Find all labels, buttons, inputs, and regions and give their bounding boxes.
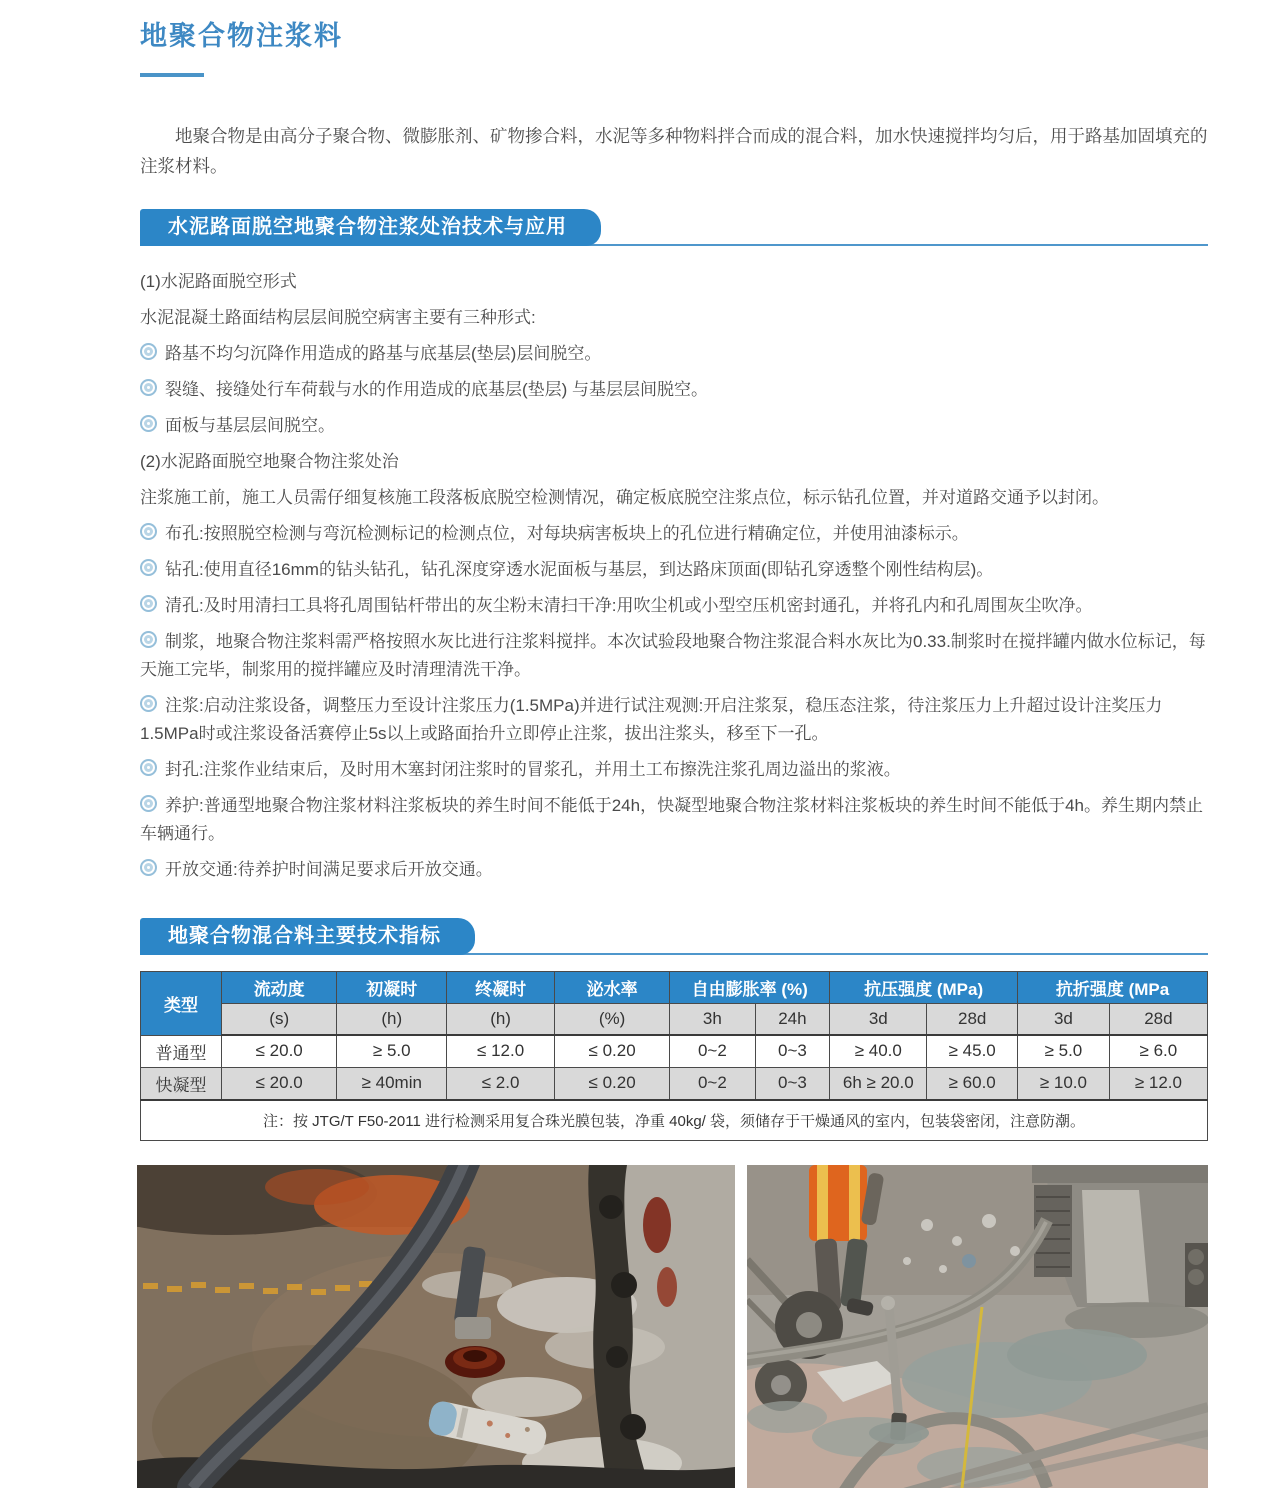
table-cell: ≤ 0.20 <box>554 1035 669 1067</box>
photos-row <box>137 1165 1208 1488</box>
paragraph-text: 路基不均匀沉降作用造成的路基与底基层(垫层)层间脱空。 <box>165 344 602 363</box>
table-cell: 0~2 <box>670 1067 755 1100</box>
table-cell: ≥ 10.0 <box>1018 1067 1110 1100</box>
section1-paragraphs <box>140 268 1208 884</box>
table-unit-header: (%) <box>554 1004 669 1036</box>
photo-right-illustration <box>747 1165 1208 1488</box>
table-cell: ≥ 6.0 <box>1109 1035 1207 1067</box>
bullet-paragraph <box>140 692 1208 748</box>
ring-bullet-icon <box>140 595 157 612</box>
section1-banner: 水泥路面脱空地聚合物注浆处治技术与应用 <box>140 209 601 246</box>
bullet-paragraph <box>140 792 1208 848</box>
row-label: 普通型 <box>141 1035 222 1067</box>
paragraph-text: 注浆施工前，施工人员需仔细复核施工段落板底脱空检测情况，确定板底脱空注浆点位，标示钻孔位置，并对道路交通予以封闭。 <box>140 488 1109 507</box>
table-unit-header: 3d <box>830 1004 927 1036</box>
table-cell: 0~2 <box>670 1035 755 1067</box>
table-row <box>141 1035 1208 1067</box>
paragraph-text: 制浆，地聚合物注浆料需严格按照水灰比进行注浆料搅拌。本次试验段地聚合物注浆混合料水灰比为0.33.制浆时在搅拌罐内做水位标记，每天施工完毕，制浆用的搅拌罐应及时清理清洗干净。 <box>140 632 1206 679</box>
ring-bullet-icon <box>140 631 157 648</box>
ring-bullet-icon <box>140 759 157 776</box>
paragraph-text: 布孔:按照脱空检测与弯沉检测标记的检测点位，对每块病害板块上的孔位进行精确定位，并使用油漆标示。 <box>165 524 969 543</box>
bullet-paragraph <box>140 628 1208 684</box>
table-group-header: 自由膨胀率 (%) <box>670 972 830 1004</box>
ring-bullet-icon <box>140 343 157 360</box>
table-group-header: 终凝时 <box>447 972 555 1004</box>
table-group-header: 抗折强度 (MPa <box>1018 972 1208 1004</box>
paragraph-text: 注浆:启动注浆设备，调整压力至设计注浆压力(1.5MPa)并进行试注观测:开启注浆泵，稳压态注浆，待注浆压力上升超过设计注奖压力1.5MPa时或注浆设备活赛停止5s以上或路面抬升立即停止注浆，拔出注浆头，移至下一孔。 <box>140 696 1163 743</box>
paragraph <box>140 268 1208 296</box>
ring-bullet-icon <box>140 523 157 540</box>
bullet-paragraph <box>140 556 1208 584</box>
table-group-header: 流动度 <box>222 972 337 1004</box>
photo-left-illustration <box>137 1165 735 1488</box>
table-cell: ≥ 40min <box>337 1067 447 1100</box>
page-title: 地聚合物注浆料 <box>140 21 343 51</box>
section1-banner-row <box>140 209 1208 246</box>
paragraph <box>140 484 1208 512</box>
table-group-header: 泌水率 <box>554 972 669 1004</box>
table-unit-header: 24h <box>755 1004 830 1036</box>
bullet-paragraph <box>140 856 1208 884</box>
photo-grouting-worksite <box>747 1165 1208 1488</box>
paragraph-text: (2)水泥路面脱空地聚合物注浆处治 <box>140 452 399 471</box>
table-note-row <box>141 1100 1208 1141</box>
table-cell: ≤ 2.0 <box>447 1067 555 1100</box>
bullet-paragraph <box>140 520 1208 548</box>
ring-bullet-icon <box>140 859 157 876</box>
paragraph-text: 钻孔:使用直径16mm的钻头钻孔，钻孔深度穿透水泥面板与基层，到达路床顶面(即钻孔穿透整个刚性结构层)。 <box>165 560 994 579</box>
table-cell: ≥ 12.0 <box>1109 1067 1207 1100</box>
table-cell: ≥ 5.0 <box>337 1035 447 1067</box>
table-unit-header: (h) <box>447 1004 555 1036</box>
bullet-paragraph <box>140 376 1208 404</box>
title-underline-rule <box>140 73 204 77</box>
table-cell: ≥ 45.0 <box>927 1035 1018 1067</box>
ring-bullet-icon <box>140 559 157 576</box>
ring-bullet-icon <box>140 795 157 812</box>
table-cell: 0~3 <box>755 1035 830 1067</box>
paragraph-text: 封孔:注浆作业结束后，及时用木塞封闭注浆时的冒浆孔，并用土工布擦洗注浆孔周边溢出的浆液。 <box>165 760 901 779</box>
table-cell: ≤ 20.0 <box>222 1067 337 1100</box>
paragraph-text: 清孔:及时用清扫工具将孔周围钻杆带出的灰尘粉末清扫干净:用吹尘机或小型空压机密封通孔，并将孔内和孔周围灰尘吹净。 <box>165 596 1093 615</box>
table-cell: ≥ 5.0 <box>1018 1035 1110 1067</box>
table-unit-header: (s) <box>222 1004 337 1036</box>
table-cell: 6h ≥ 20.0 <box>830 1067 927 1100</box>
paragraph-text: 裂缝、接缝处行车荷载与水的作用造成的底基层(垫层) 与基层层间脱空。 <box>165 380 709 399</box>
table-cell: 0~3 <box>755 1067 830 1100</box>
table-unit-header: 28d <box>1109 1004 1207 1036</box>
table-cell: ≤ 20.0 <box>222 1035 337 1067</box>
table-row <box>141 1067 1208 1100</box>
table-header-row <box>141 972 1208 1004</box>
paragraph-text: 开放交通:待养护时间满足要求后开放交通。 <box>165 860 493 879</box>
table-units-row <box>141 1004 1208 1036</box>
spec-table <box>140 971 1208 1141</box>
intro-paragraph: 地聚合物是由高分子聚合物、微膨胀剂、矿物掺合料，水泥等多种物料拌合而成的混合料，加水快速搅拌均匀后，用于路基加固填充的注浆材料。 <box>140 126 1208 176</box>
table-corner-header: 类型 <box>141 972 222 1036</box>
table-cell: ≥ 60.0 <box>927 1067 1018 1100</box>
bullet-paragraph <box>140 592 1208 620</box>
bullet-paragraph <box>140 340 1208 368</box>
row-label: 快凝型 <box>141 1067 222 1100</box>
table-unit-header: 3d <box>1018 1004 1110 1036</box>
table-unit-header: 28d <box>927 1004 1018 1036</box>
paragraph-text: 水泥混凝土路面结构层层间脱空病害主要有三种形式: <box>140 308 536 327</box>
table-cell: ≤ 12.0 <box>447 1035 555 1067</box>
table-cell: ≤ 0.20 <box>554 1067 669 1100</box>
photo-grouting-hose <box>137 1165 735 1488</box>
bullet-paragraph <box>140 756 1208 784</box>
table-group-header: 初凝时 <box>337 972 447 1004</box>
paragraph-text: 面板与基层层间脱空。 <box>165 416 335 435</box>
spec-table-wrap <box>140 971 1208 1141</box>
page-content <box>140 0 1208 1488</box>
paragraph-text: 养护:普通型地聚合物注浆材料注浆板块的养生时间不能低于24h，快凝型地聚合物注浆材料注浆板块的养生时间不能低于4h。养生期内禁止车辆通行。 <box>140 796 1203 843</box>
paragraph <box>140 304 1208 332</box>
ring-bullet-icon <box>140 379 157 396</box>
table-group-header: 抗压强度 (MPa) <box>830 972 1018 1004</box>
ring-bullet-icon <box>140 415 157 432</box>
section2-banner: 地聚合物混合料主要技术指标 <box>140 918 475 955</box>
section2-banner-row <box>140 918 1208 955</box>
bullet-paragraph <box>140 412 1208 440</box>
ring-bullet-icon <box>140 695 157 712</box>
paragraph-text: (1)水泥路面脱空形式 <box>140 272 297 291</box>
table-unit-header: 3h <box>670 1004 755 1036</box>
table-unit-header: (h) <box>337 1004 447 1036</box>
table-note: 注：按 JTG/T F50-2011 进行检测采用复合珠光膜包装，净重 40kg/ 袋，须储存于干燥通风的室内，包装袋密闭，注意防潮。 <box>141 1100 1208 1141</box>
table-cell: ≥ 40.0 <box>830 1035 927 1067</box>
paragraph <box>140 448 1208 476</box>
